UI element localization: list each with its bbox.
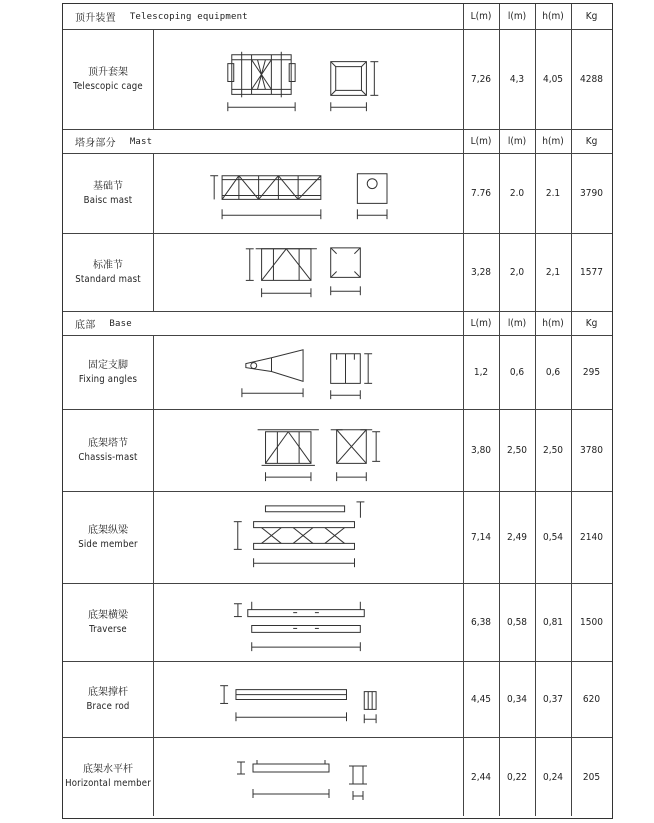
cell-weight: 4288	[580, 74, 603, 85]
cell-length: 6,38	[470, 617, 492, 628]
table-row-horizontal-member	[63, 738, 612, 816]
item-name-en: Fixing angles	[78, 373, 138, 385]
cell-height: 0,24	[542, 771, 564, 783]
item-name	[63, 30, 153, 129]
item-name	[63, 662, 153, 737]
header-width: l(m)	[507, 318, 527, 329]
cell-length: 4,45	[470, 694, 492, 705]
cell-height: 4,05	[542, 74, 564, 85]
section-title-cn: 底部	[75, 320, 96, 331]
cell-width: 2,49	[506, 532, 528, 543]
cell-height: 2.1	[545, 188, 561, 199]
cell-height: 2,1	[545, 267, 561, 278]
table-row-chassis-mast	[63, 410, 612, 492]
cell-width: 2,50	[506, 445, 528, 456]
item-name-en: Horizontal member	[65, 778, 151, 789]
item-name-en: Traverse	[89, 623, 127, 635]
cell-width: 0,58	[506, 617, 528, 628]
table-row-basic-mast	[63, 154, 612, 234]
section-title	[75, 4, 248, 29]
item-name-cn: 底架水平杆	[83, 764, 133, 775]
standard-mast-drawing	[153, 234, 463, 311]
section-title-en: Base	[109, 318, 132, 329]
table-row-brace-rod	[63, 662, 612, 738]
cell-length: 7,14	[470, 532, 492, 543]
header-length: L(m)	[470, 136, 492, 147]
header-weight: Kg	[585, 318, 598, 329]
item-name-cn: 底架横梁	[88, 609, 128, 621]
basic-mast-drawing	[153, 154, 463, 233]
item-name	[63, 234, 153, 311]
item-name-en: Baisc mast	[83, 194, 133, 206]
item-name-en: Standard mast	[75, 273, 141, 285]
fixing-angles-drawing	[153, 336, 463, 409]
item-name-cn: 基础节	[93, 180, 123, 192]
item-name	[63, 492, 153, 583]
cell-height: 0,81	[542, 617, 564, 628]
section-title-en: Mast	[129, 136, 153, 147]
header-height: h(m)	[542, 11, 564, 22]
header-height: h(m)	[542, 318, 564, 329]
section-header-base	[63, 312, 612, 336]
cell-length: 1,2	[473, 367, 489, 378]
cell-width: 2,0	[509, 267, 525, 278]
cell-width: 0,6	[509, 367, 525, 378]
header-height: h(m)	[542, 136, 564, 147]
cell-length: 3,80	[470, 445, 492, 456]
table-row-traverse	[63, 584, 612, 662]
table-row-standard-mast	[63, 234, 612, 312]
header-length: L(m)	[470, 318, 492, 329]
item-name	[63, 738, 153, 816]
item-name	[63, 336, 153, 409]
cell-height: 0,6	[545, 367, 561, 378]
item-name	[63, 154, 153, 233]
side-member-drawing	[153, 492, 463, 583]
header-width: l(m)	[507, 11, 527, 22]
cell-weight: 205	[582, 771, 601, 783]
cell-length: 3,28	[470, 267, 492, 278]
cell-weight: 1577	[580, 267, 603, 278]
cell-height: 0,54	[542, 532, 564, 543]
cell-length: 7,26	[470, 74, 492, 85]
specification-table	[62, 3, 613, 819]
header-weight: Kg	[585, 11, 598, 22]
header-width: l(m)	[507, 136, 527, 147]
cell-width: 2.0	[509, 188, 525, 199]
cell-weight: 1500	[580, 617, 603, 628]
item-name	[63, 584, 153, 661]
item-name-en: Brace rod	[86, 700, 130, 712]
section-title	[75, 312, 132, 335]
item-name-en: Side member	[78, 538, 138, 550]
section-title	[75, 130, 152, 153]
section-title-cn: 塔身部分	[75, 138, 116, 149]
chassis-mast-drawing	[153, 410, 463, 491]
cell-height: 0,37	[542, 694, 564, 705]
item-name-en: Telescopic cage	[73, 80, 143, 92]
cell-weight: 3780	[580, 445, 603, 456]
horizontal-member-drawing	[153, 738, 463, 816]
item-name-cn: 顶升套架	[88, 66, 128, 78]
item-name	[63, 410, 153, 491]
table-row-side-member	[63, 492, 612, 584]
header-length: L(m)	[470, 11, 492, 22]
item-name-cn: 底架撑杆	[88, 686, 128, 698]
item-name-cn: 底架塔节	[88, 437, 128, 449]
cell-width: 0,34	[506, 694, 528, 705]
cell-weight: 295	[582, 367, 601, 378]
section-title-cn: 顶升装置	[75, 13, 116, 24]
telescopic-cage-drawing	[153, 30, 463, 129]
item-name-cn: 标准节	[93, 259, 123, 271]
cell-weight: 3790	[580, 188, 603, 199]
item-name-cn: 底架纵梁	[88, 524, 128, 536]
table-row-telescopic-cage	[63, 30, 612, 130]
cell-length: 7.76	[470, 188, 492, 199]
item-name-en: Chassis-mast	[78, 451, 138, 463]
traverse-drawing	[153, 584, 463, 661]
item-name-cn: 固定支脚	[88, 359, 128, 371]
cell-width: 0,22	[506, 771, 528, 783]
cell-weight: 620	[582, 694, 601, 705]
cell-length: 2,44	[470, 771, 492, 783]
cell-width: 4,3	[509, 74, 525, 85]
section-header-mast	[63, 130, 612, 154]
cell-height: 2,50	[542, 445, 564, 456]
header-weight: Kg	[585, 136, 598, 147]
section-title-en: Telescoping equipment	[129, 11, 248, 22]
section-header-telescoping	[63, 4, 612, 30]
cell-weight: 2140	[580, 532, 603, 543]
brace-rod-drawing	[153, 662, 463, 737]
table-row-fixing-angles	[63, 336, 612, 410]
